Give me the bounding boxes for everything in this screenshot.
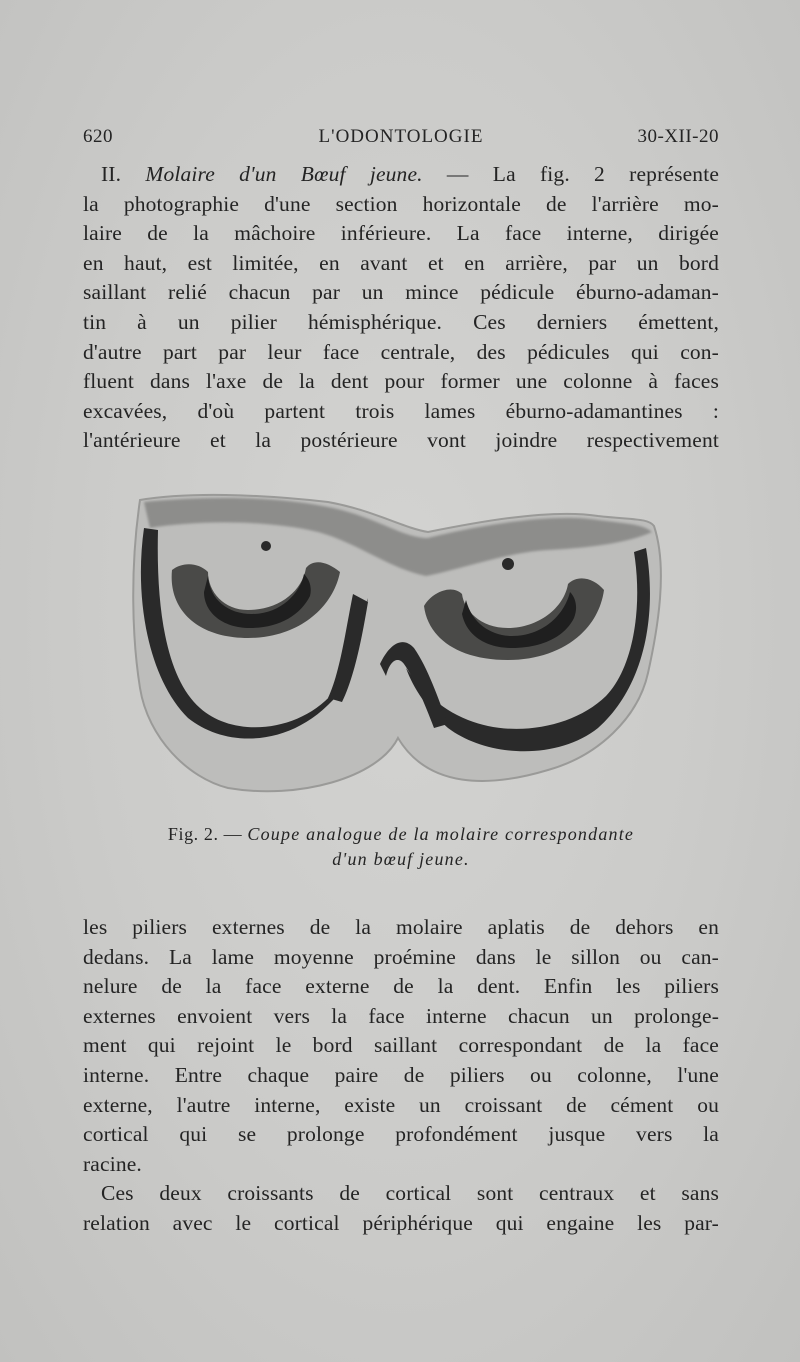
paragraph-line: les piliers externes de la molaire aplatis de dehors en xyxy=(83,915,719,939)
paragraph-3 xyxy=(83,1179,719,1238)
figure-caption xyxy=(83,822,719,872)
paragraph-1 xyxy=(83,160,719,456)
caption-line-2: d'un bœuf jeune. xyxy=(332,849,470,869)
right-pulp-dot xyxy=(502,558,514,570)
paragraph-line: Ces deux croissants de cortical sont centraux et sans xyxy=(101,1181,719,1205)
paragraph-line: externes envoient vers la face interne chacun un prolonge- xyxy=(83,1003,719,1028)
paragraph-line: II. Molaire d'un Bœuf jeune. — La fig. 2 représente xyxy=(101,162,720,186)
paragraph-line: dedans. La lame moyenne proémine dans le sillon ou can- xyxy=(83,944,719,969)
running-header xyxy=(83,126,719,150)
molar-section-figure xyxy=(128,488,682,808)
page-number: 620 xyxy=(83,126,113,147)
paragraph-2 xyxy=(83,913,719,1179)
paragraph-line: tin à un pilier hémisphérique. Ces derniers émettent, xyxy=(83,309,719,334)
figure-label: Fig. 2. — xyxy=(167,824,243,844)
caption-line-1: Fig. 2. — Coupe analogue de la molaire correspondante xyxy=(167,824,635,844)
paragraph-line: laire de la mâchoire inférieure. La face interne, dirigée xyxy=(83,221,719,246)
section-title: Molaire d'un Bœuf jeune. xyxy=(145,162,423,186)
paragraph-line: la photographie d'une section horizontale de l'arrière mo- xyxy=(83,191,719,216)
paragraph-line: fluent dans l'axe de la dent pour former une colonne à faces xyxy=(83,369,719,394)
section-dash: — xyxy=(446,162,469,186)
paragraph-line: en haut, est limitée, en avant et en arrière, par un bord xyxy=(83,250,719,275)
paragraph-line: racine. xyxy=(83,1151,142,1176)
paragraph-line: l'antérieure et la postérieure vont joindre respectivement xyxy=(83,428,719,453)
paragraph-line: ment qui rejoint le bord saillant correspondant de la face xyxy=(83,1033,719,1058)
left-pulp-dot xyxy=(261,541,271,551)
paragraph-line: interne. Entre chaque paire de piliers ou colonne, l'une xyxy=(83,1062,719,1087)
running-title: L'ODONTOLOGIE xyxy=(318,126,484,147)
paragraph-line: d'autre part par leur face centrale, des pédicules qui con- xyxy=(83,339,719,364)
paragraph-line: relation avec le cortical périphérique qui engaine les par- xyxy=(83,1210,719,1235)
paragraph-line: nelure de la face externe de la dent. Enfin les piliers xyxy=(83,974,719,999)
section-number: II. xyxy=(101,162,122,186)
paragraph-line: externe, l'autre interne, existe un croissant de cément ou xyxy=(83,1092,719,1117)
paragraph-line: saillant relié chacun par un mince pédicule éburno-adaman- xyxy=(83,280,719,305)
issue-date: 30-XII-20 xyxy=(637,126,719,147)
paragraph-line: cortical qui se prolonge profondément jusque vers la xyxy=(83,1122,719,1147)
paragraph-line: excavées, d'où partent trois lames éburno-adamantines : xyxy=(83,398,719,423)
